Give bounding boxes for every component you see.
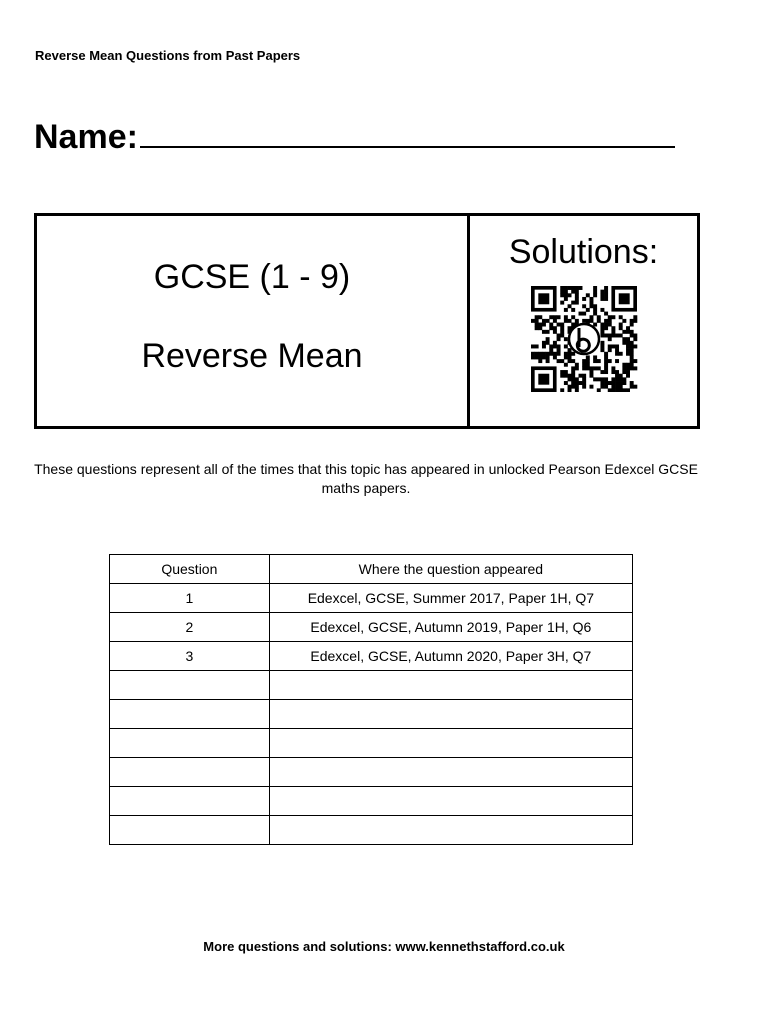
question-number-cell: [110, 787, 270, 816]
name-label: Name:: [34, 118, 138, 156]
question-number-cell: [110, 816, 270, 845]
question-source-cell: [269, 671, 632, 700]
question-source-cell: [269, 787, 632, 816]
table-header-row: [110, 555, 633, 584]
question-number-cell: [110, 700, 270, 729]
column-header-question: Question: [110, 555, 270, 584]
solutions-label: Solutions:: [508, 233, 659, 271]
question-source-cell: [269, 729, 632, 758]
column-header-source: Where the question appeared: [269, 555, 632, 584]
table-row: [110, 584, 633, 613]
footer-text: More questions and solutions: www.kennethstafford.co.uk: [203, 939, 565, 954]
table-row: [110, 758, 633, 787]
title-box: [34, 213, 700, 429]
table-row: [110, 700, 633, 729]
question-source-cell: [269, 816, 632, 845]
question-source-cell: Edexcel, GCSE, Autumn 2019, Paper 1H, Q6: [269, 613, 632, 642]
name-field: [34, 116, 675, 157]
table-row: [110, 729, 633, 758]
question-number-cell: [110, 758, 270, 787]
table-row: [110, 642, 633, 671]
question-source-cell: Edexcel, GCSE, Summer 2017, Paper 1H, Q7: [269, 584, 632, 613]
question-source-cell: Edexcel, GCSE, Autumn 2020, Paper 3H, Q7: [269, 642, 632, 671]
question-number-cell: 3: [110, 642, 270, 671]
page-subtitle: Reverse Mean Questions from Past Papers: [35, 48, 301, 63]
table-row: [110, 613, 633, 642]
table-row: [110, 816, 633, 845]
topic-title: Reverse Mean: [141, 337, 363, 375]
table-row: [110, 787, 633, 816]
qr-code-icon[interactable]: [528, 286, 640, 397]
solutions-panel: [470, 216, 697, 426]
table-row: [110, 671, 633, 700]
question-source-cell: [269, 758, 632, 787]
title-panel: [37, 216, 470, 426]
questions-table: [109, 554, 633, 845]
question-source-cell: [269, 700, 632, 729]
name-blank-line[interactable]: [140, 116, 675, 148]
question-number-cell: [110, 671, 270, 700]
qr-code-graphic: [528, 286, 640, 392]
question-number-cell: [110, 729, 270, 758]
question-number-cell: 1: [110, 584, 270, 613]
level-title: GCSE (1 - 9): [153, 258, 351, 296]
intro-text: These questions represent all of the times that this topic has appeared in unlocked Pearson Edexcel GCSE maths papers.: [34, 461, 698, 496]
question-number-cell: 2: [110, 613, 270, 642]
